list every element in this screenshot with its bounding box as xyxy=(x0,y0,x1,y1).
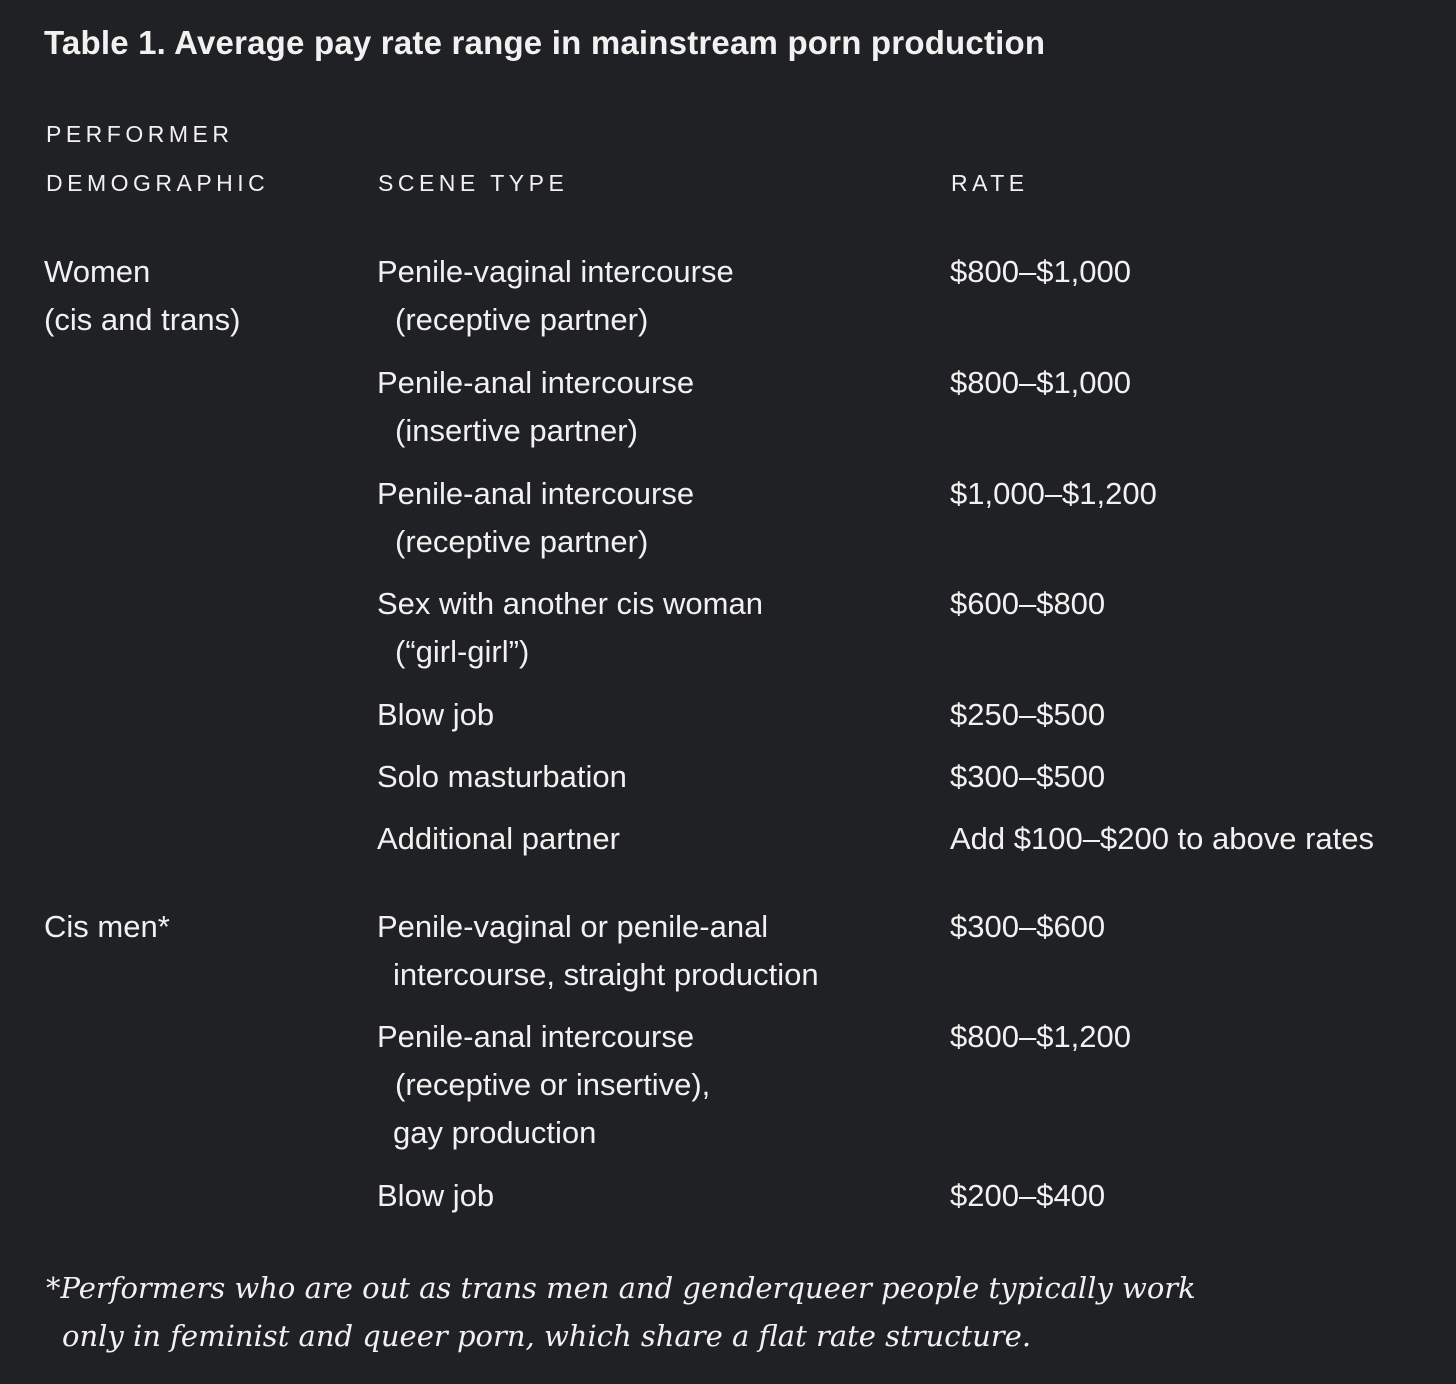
scene-line: gay production xyxy=(393,1115,597,1150)
scene-line: Solo masturbation xyxy=(377,759,627,794)
rate-cell: $600–$800 xyxy=(950,586,1106,621)
demographic-label: Cis men* xyxy=(44,909,170,944)
scene-type-cell xyxy=(377,753,627,801)
scene-line: Blow job xyxy=(377,1178,495,1213)
scene-line: (insertive partner) xyxy=(395,413,638,448)
header-demographic-line2: DEMOGRAPHIC xyxy=(46,170,270,196)
scene-line: Penile-anal intercourse xyxy=(377,1019,695,1054)
rate-cell: Add $100–$200 to above rates xyxy=(950,821,1375,856)
scene-line: Additional partner xyxy=(377,821,620,856)
scene-line: Penile-anal intercourse xyxy=(377,365,695,400)
table-title: Table 1. Average pay rate range in mainstream porn production xyxy=(44,24,1046,61)
demographic-cis-men xyxy=(44,903,170,951)
scene-type-cell xyxy=(377,580,763,676)
rate-cell: $800–$1,200 xyxy=(950,1019,1132,1054)
scene-type-cell xyxy=(377,1013,710,1157)
demographic-label: Women xyxy=(44,254,151,289)
scene-line: Blow job xyxy=(377,697,495,732)
scene-line: Penile-vaginal intercourse xyxy=(377,254,734,289)
scene-line: (receptive partner) xyxy=(395,524,649,559)
scene-type-cell xyxy=(377,903,819,999)
demographic-women xyxy=(44,248,240,344)
scene-type-cell xyxy=(377,248,734,344)
scene-line: Sex with another cis woman xyxy=(377,586,763,621)
scene-type-cell xyxy=(377,470,694,566)
demographic-sublabel: (cis and trans) xyxy=(44,302,241,337)
scene-type-cell xyxy=(377,691,494,739)
footnote xyxy=(46,1264,1196,1360)
rate-cell: $800–$1,000 xyxy=(950,365,1132,400)
scene-line: intercourse, straight production xyxy=(393,957,819,992)
footnote-line1: *Performers who are out as trans men and genderqueer people typically work xyxy=(46,1271,1196,1305)
header-demographic-line1: PERFORMER xyxy=(46,121,234,147)
scene-line: (receptive partner) xyxy=(395,302,649,337)
rate-cell: $1,000–$1,200 xyxy=(950,476,1157,511)
rate-cell: $250–$500 xyxy=(950,697,1106,732)
scene-line: (receptive or insertive), xyxy=(395,1067,711,1102)
header-rate: RATE xyxy=(951,170,1029,196)
rate-cell: $300–$600 xyxy=(950,909,1106,944)
scene-type-cell xyxy=(377,359,694,455)
rate-cell: $300–$500 xyxy=(950,759,1106,794)
rate-cell: $200–$400 xyxy=(950,1178,1106,1213)
scene-line: Penile-vaginal or penile-anal xyxy=(377,909,769,944)
scene-type-cell xyxy=(377,815,620,863)
scene-type-cell xyxy=(377,1172,494,1220)
rate-cell: $800–$1,000 xyxy=(950,254,1132,289)
scene-line: (“girl-girl”) xyxy=(395,634,530,669)
header-performer-demographic xyxy=(46,110,269,208)
scene-line: Penile-anal intercourse xyxy=(377,476,695,511)
header-scene-type: SCENE TYPE xyxy=(378,170,569,196)
footnote-line2: only in feminist and queer porn, which share a flat rate structure. xyxy=(62,1319,1032,1353)
